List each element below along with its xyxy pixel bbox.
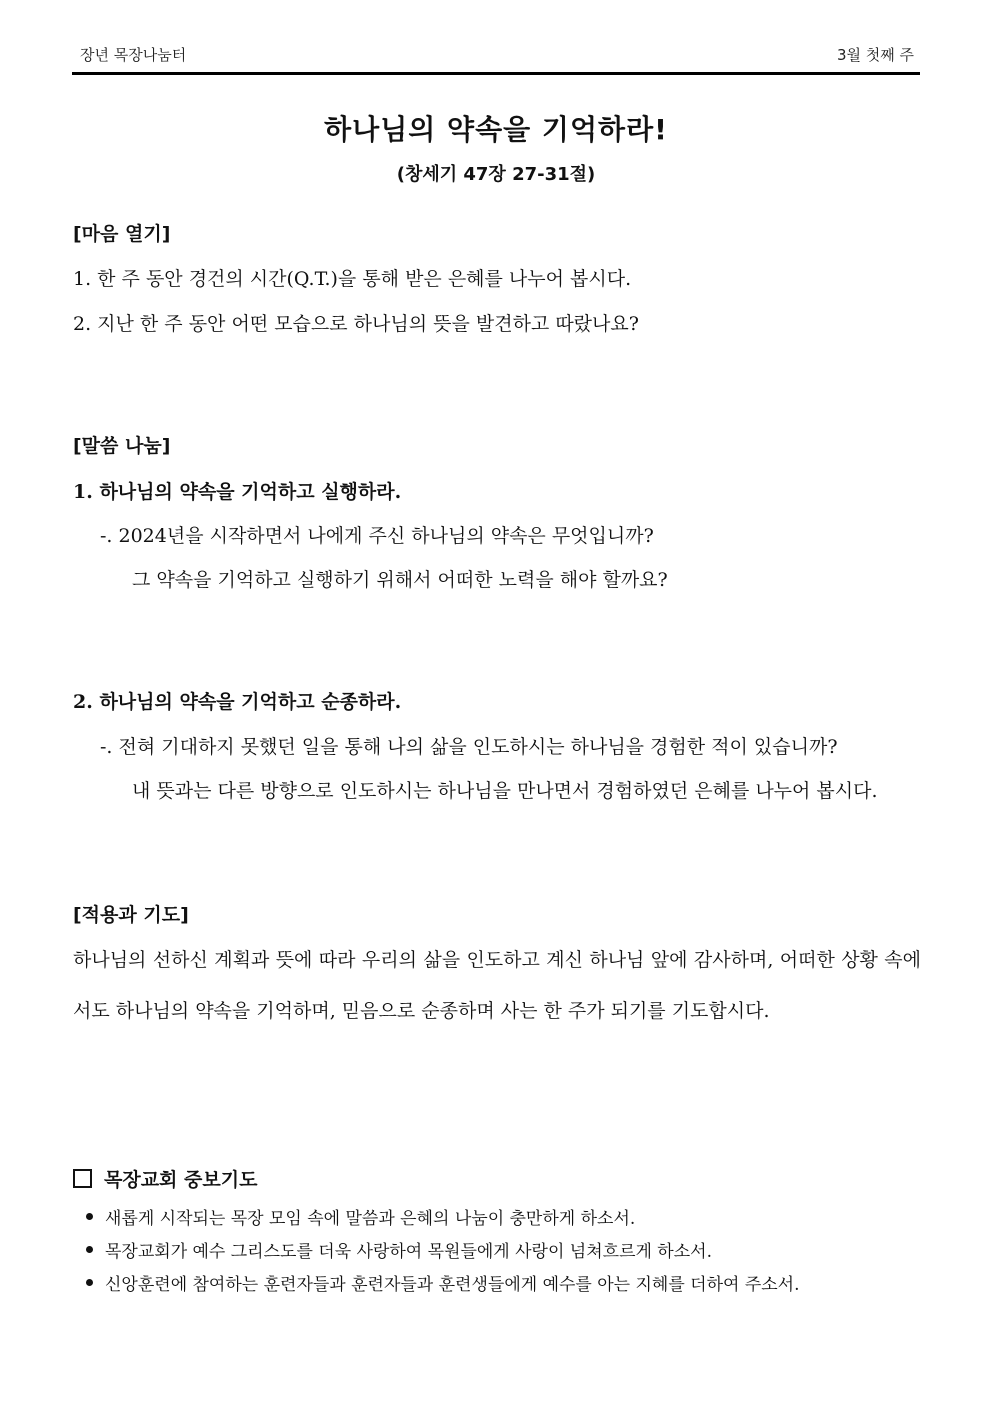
- application-heading: [적용과 기도]: [73, 904, 189, 926]
- sharing-point-2-title: 2. 하나님의 약속을 기억하고 순종하라.: [73, 691, 402, 713]
- opening-item-1: 1. 한 주 동안 경건의 시간(Q.T.)을 통해 받은 은혜를 나누어 봅시다.: [73, 268, 632, 290]
- sharing-point-1-title: 1. 하나님의 약속을 기억하고 실행하라.: [73, 481, 402, 503]
- sharing-point-1-question-2: 그 약속을 기억하고 실행하기 위해서 어떠한 노력을 해야 할까요?: [132, 569, 668, 591]
- header-right: 3월 첫째 주: [836, 46, 914, 64]
- intercession-item-text: 신앙훈련에 참여하는 훈련자들과 훈련자들과 훈련생들에게 예수를 아는 지혜를 더하여 주소서.: [105, 1275, 800, 1295]
- opening-heading: [마음 열기]: [73, 223, 171, 245]
- checkbox-square-icon: [73, 1169, 92, 1188]
- bullet-dot-icon: [86, 1279, 93, 1286]
- intercession-item: [86, 1204, 635, 1229]
- header-left: 장년 목장나눔터: [80, 46, 187, 64]
- bullet-dot-icon: [86, 1246, 93, 1253]
- opening-item-2: 2. 지난 한 주 동안 어떤 모습으로 하나님의 뜻을 발견하고 따랐나요?: [73, 313, 639, 335]
- application-text: 하나님의 선하신 계획과 뜻에 따라 우리의 삶을 인도하고 계신 하나님 앞에 감사하며, 어떠한 상황 속에서도 하나님의 약속을 기억하며, 믿음으로 순종하며 사는 한 주가 되기를 기도합시다.: [73, 949, 921, 1022]
- intercession-item: [86, 1237, 712, 1262]
- scripture-reference: (창세기 47장 27-31절): [396, 164, 596, 185]
- intercession-item-text: 목장교회가 예수 그리스도를 더욱 사랑하여 목원들에게 사랑이 넘쳐흐르게 하소서.: [105, 1242, 712, 1262]
- sharing-point-2-question-2: 내 뜻과는 다른 방향으로 인도하시는 하나님을 만나면서 경험하였던 은혜를 나누어 봅시다.: [132, 780, 878, 802]
- sharing-point-1-question-1: -. 2024년을 시작하면서 나에게 주신 하나님의 약속은 무엇입니까?: [100, 525, 654, 547]
- header-rule: [72, 72, 920, 75]
- intercession-heading: [73, 1165, 257, 1192]
- sharing-heading: [말씀 나눔]: [73, 435, 171, 457]
- page-title: 하나님의 약속을 기억하라!: [324, 113, 668, 146]
- intercession-item: [86, 1270, 800, 1295]
- intercession-heading-label: 목장교회 중보기도: [104, 1169, 258, 1191]
- bullet-dot-icon: [86, 1213, 93, 1220]
- intercession-item-text: 새롭게 시작되는 목장 모임 속에 말씀과 은혜의 나눔이 충만하게 하소서.: [105, 1209, 636, 1229]
- sharing-point-2-question-1: -. 전혀 기대하지 못했던 일을 통해 나의 삶을 인도하시는 하나님을 경험한 적이 있습니까?: [100, 736, 838, 758]
